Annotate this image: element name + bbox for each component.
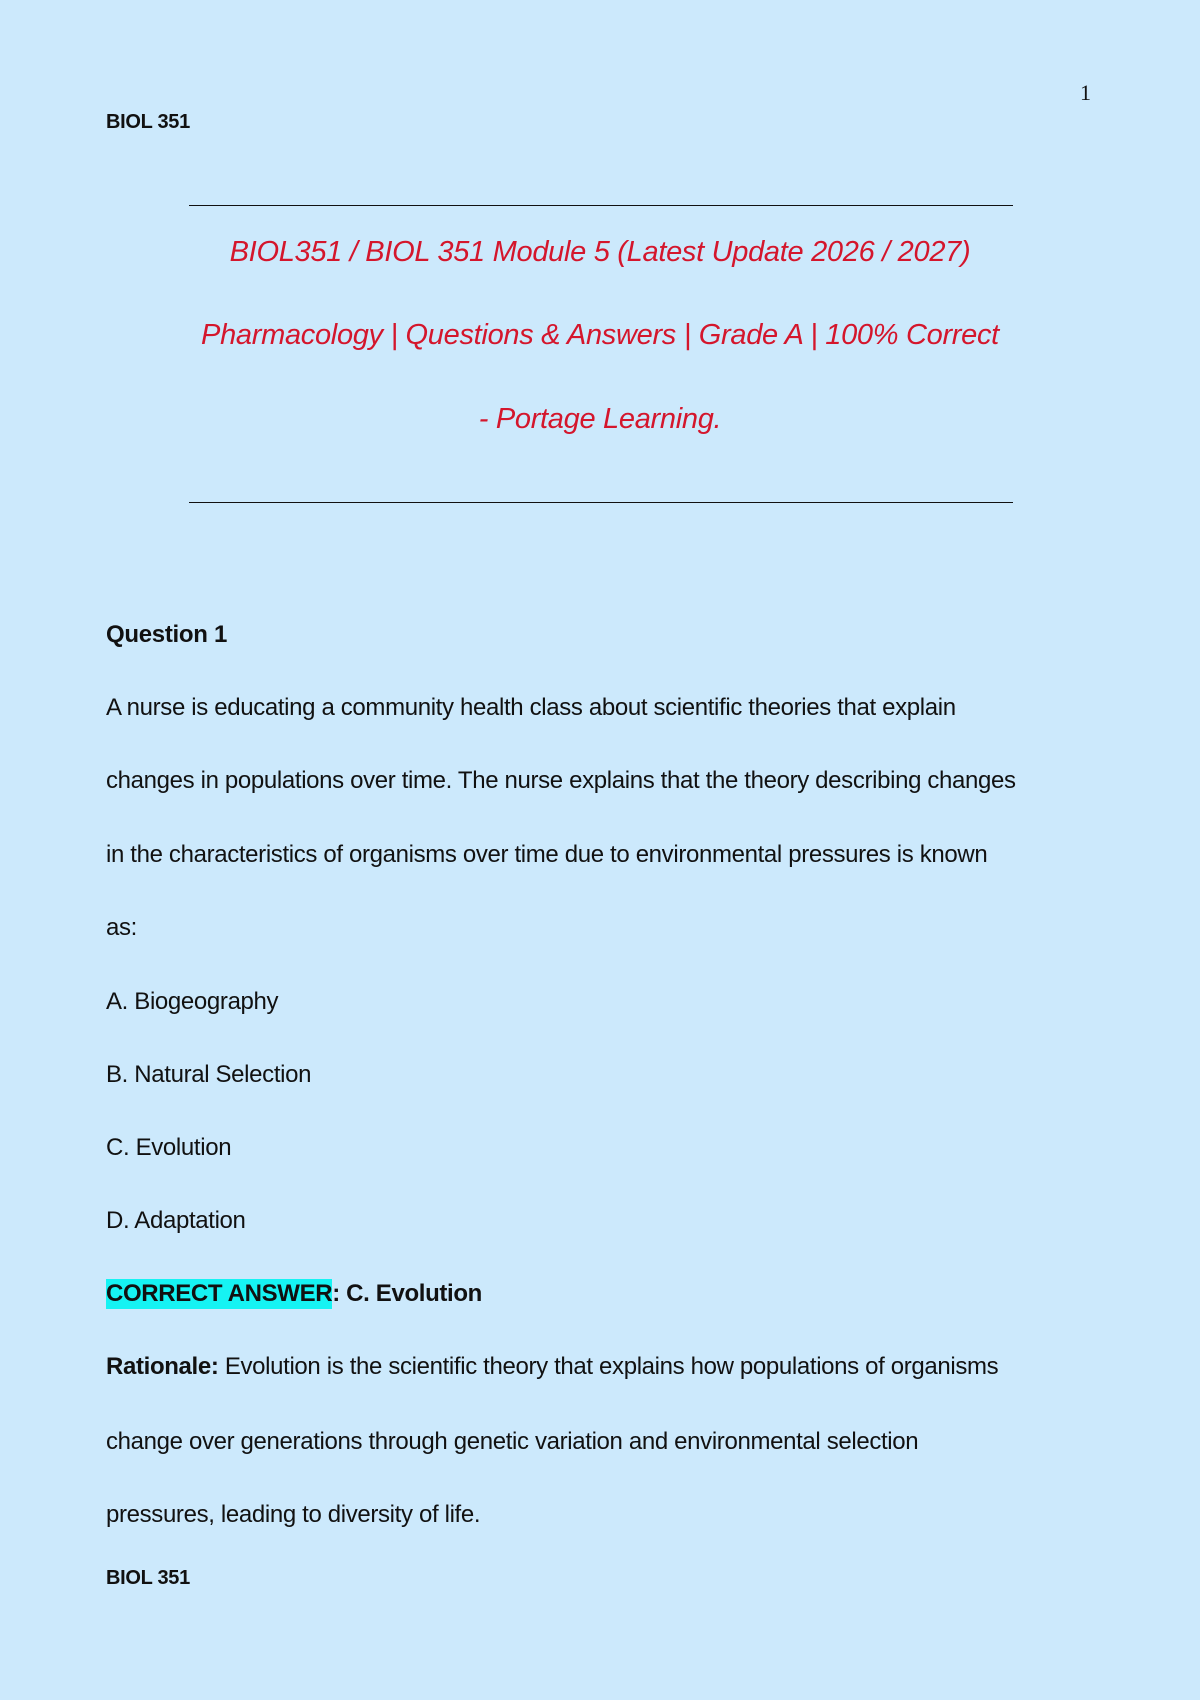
- page-number: 1: [1080, 80, 1091, 105]
- document-title-line-1: BIOL351 / BIOL 351 Module 5 (Latest Update 2026 / 2027): [229, 236, 971, 268]
- question-text-line: changes in populations over time. The nurse explains that the theory describing changes: [106, 767, 1016, 794]
- title-top-rule: [189, 205, 1013, 206]
- rationale-line: pressures, leading to diversity of life.: [106, 1501, 481, 1528]
- rationale-text: Evolution is the scientific theory that explains how populations of organisms: [218, 1353, 999, 1380]
- question-text-line: as:: [106, 914, 137, 941]
- footer-course-code: BIOL 351: [106, 1567, 190, 1589]
- question-heading: Question 1: [106, 621, 228, 648]
- option-a: A. Biogeography: [106, 988, 279, 1015]
- question-text-line: in the characteristics of organisms over time due to environmental pressures is known: [106, 841, 988, 868]
- rationale-line: [106, 1352, 998, 1382]
- option-d: D. Adaptation: [106, 1207, 246, 1234]
- document-title-line-3: - Portage Learning.: [478, 403, 722, 435]
- correct-answer-label: CORRECT ANSWER: [106, 1280, 333, 1307]
- rationale-line: change over generations through genetic variation and environmental selection: [106, 1428, 919, 1455]
- option-c: C. Evolution: [106, 1134, 232, 1161]
- option-b: B. Natural Selection: [106, 1061, 312, 1088]
- correct-answer-value: : C. Evolution: [332, 1280, 482, 1307]
- correct-answer: [106, 1279, 482, 1309]
- question-text-line: A nurse is educating a community health class about scientific theories that explain: [106, 694, 956, 721]
- rationale-label: Rationale:: [106, 1353, 219, 1380]
- title-bottom-rule: [189, 502, 1013, 503]
- document-title-line-2: Pharmacology | Questions & Answers | Grade A | 100% Correct: [201, 319, 999, 351]
- header-course-code: BIOL 351: [106, 111, 190, 133]
